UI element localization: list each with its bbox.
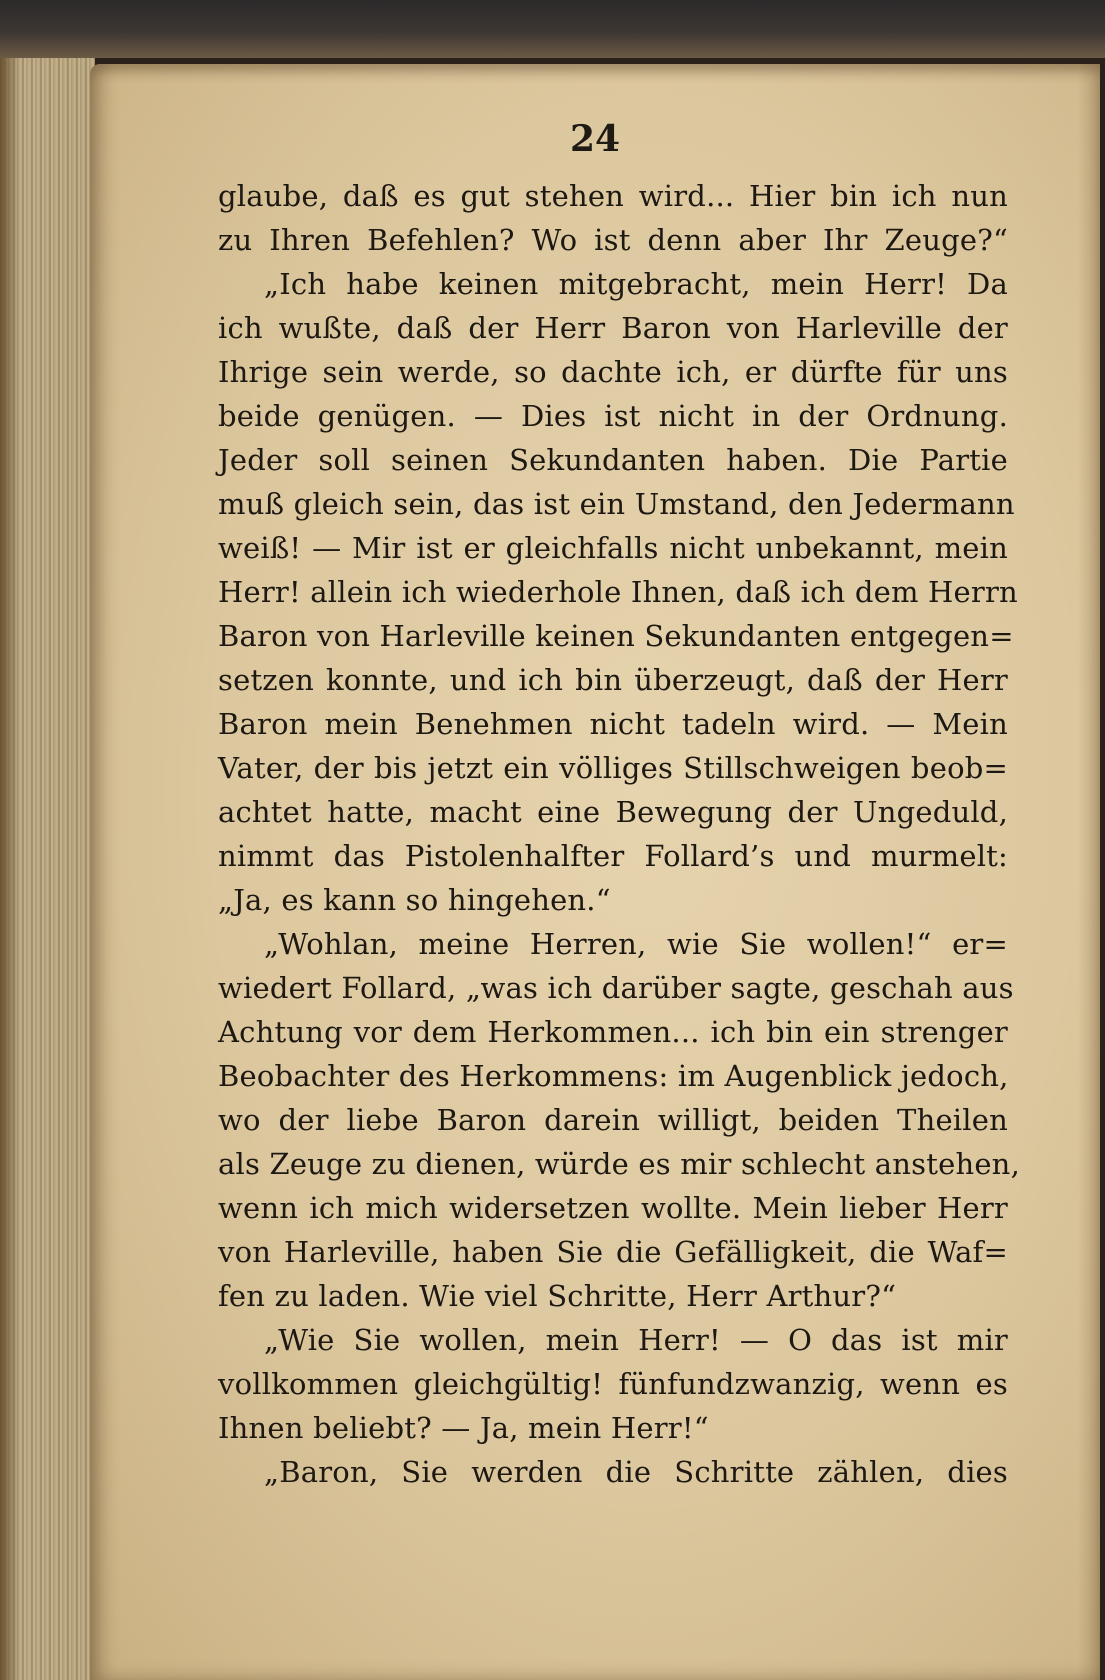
text-line: „Wohlan, meine Herren, wie Sie wollen!“ er=	[264, 927, 1008, 961]
text-line: Jeder soll seinen Sekundanten haben. Die Partie	[218, 443, 1008, 477]
text-line: Achtung vor dem Herkommen... ich bin ein strenger	[218, 1015, 1008, 1049]
text-line: Ihnen beliebt? — Ja, mein Herr!“	[218, 1411, 709, 1445]
text-line: beide genügen. — Dies ist nicht in der Ordnung.	[218, 399, 1008, 433]
text-line: wo der liebe Baron darein willigt, beiden Theilen	[218, 1103, 1008, 1137]
text-line: fen zu laden. Wie viel Schritte, Herr Arthur?“	[218, 1279, 897, 1313]
text-line: Baron von Harleville keinen Sekundanten entgegen=	[218, 619, 1014, 653]
text-line: als Zeuge zu dienen, würde es mir schlecht anstehen,	[218, 1147, 1020, 1181]
text-line: von Harleville, haben Sie die Gefälligkeit, die Waf=	[218, 1235, 1008, 1269]
page-gutter-shadow	[1078, 64, 1100, 1680]
text-line: Herr! allein ich wiederhole Ihnen, daß ich dem Herrn	[218, 575, 1018, 609]
page-stack-shadow	[0, 58, 20, 1680]
text-line: weiß! — Mir ist er gleichfalls nicht unbekannt, mein	[218, 531, 1008, 565]
text-line: wiedert Follard, „was ich darüber sagte, geschah aus	[218, 971, 1014, 1005]
text-line: glaube, daß es gut stehen wird... Hier bin ich nun	[218, 179, 1008, 213]
text-line: muß gleich sein, das ist ein Umstand, den Jedermann	[218, 487, 1015, 521]
book-top-edge	[0, 0, 1105, 58]
text-line: Beobachter des Herkommens: im Augenblick jedoch,	[218, 1059, 1009, 1093]
text-line: setzen konnte, und ich bin überzeugt, daß der Herr	[218, 663, 1008, 697]
text-line: „Ja, es kann so hingehen.“	[218, 883, 611, 917]
text-line: nimmt das Pistolenhalfter Follard’s und murmelt:	[218, 839, 1008, 873]
text-line: Baron mein Benehmen nicht tadeln wird. — Mein	[218, 707, 1008, 741]
text-line: vollkommen gleichgültig! fünfundzwanzig, wenn es	[218, 1367, 1008, 1401]
text-line: achtet hatte, macht eine Bewegung der Ungeduld,	[218, 795, 1008, 829]
text-line: „Ich habe keinen mitgebracht, mein Herr! Da	[264, 267, 1008, 301]
text-line: „Baron, Sie werden die Schritte zählen, dies	[264, 1455, 1008, 1489]
text-line: „Wie Sie wollen, mein Herr! — O das ist mir	[264, 1323, 1008, 1357]
text-line: zu Ihren Befehlen? Wo ist denn aber Ihr Zeuge?“	[218, 223, 1008, 257]
text-line: ich wußte, daß der Herr Baron von Harleville der	[218, 311, 1008, 345]
book-page	[90, 64, 1100, 1680]
text-line: Vater, der bis jetzt ein völliges Stillschweigen beob=	[218, 751, 1008, 785]
text-line: wenn ich mich widersetzen wollte. Mein lieber Herr	[218, 1191, 1008, 1225]
page-number: 24	[569, 118, 621, 160]
text-line: Ihrige sein werde, so dachte ich, er dürfte für uns	[218, 355, 1008, 389]
